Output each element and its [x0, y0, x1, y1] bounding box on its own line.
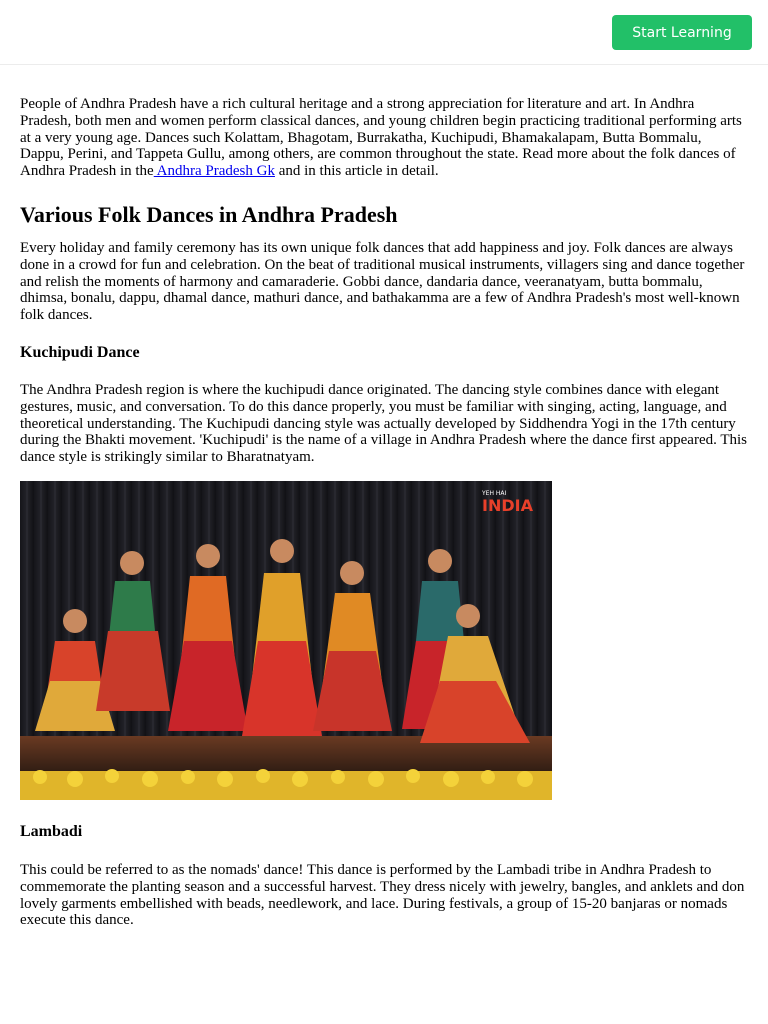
photo-logo-small: YEH HAI [482, 490, 507, 497]
kuchipudi-dancers-photo [20, 481, 552, 800]
photo-logo: INDIA [482, 496, 533, 515]
start-learning-button[interactable]: Start Learning [612, 15, 752, 50]
intro-text: People of Andhra Pradesh have a rich cultural heritage and a strong appreciation for literature and art. In Andhra Pradesh, both men and women perform classical dances, and young children begin practicing traditional performing arts at a very young age. Dances such Kolattam, Bhagotam, Burrakatha, Kuchipudi, Bhamakalapam, Butta Bommalu, Dappu, Perini, and Tappeta Gullu, among others, are common throughout the state. Read more about the folk dances of Andhra Pradesh in the [20, 96, 742, 180]
section-heading: Various Folk Dances in Andhra Pradesh [20, 202, 398, 227]
top-bar [0, 0, 768, 65]
section-paragraph: Every holiday and family ceremony has its own unique folk dances that add happiness and joy. Folk dances are always done in a crowd for fun and celebration. On the beat of traditional musical instruments, villagers sing and dance together and relish the moments of harmony and camaraderie. Gobbi dance, dandaria dance, veeranatyam, butta bommalu, dhimsa, bonalu, dappu, dhamal dance, mathuri dance, and bathakamma are a few of Andhra Pradesh's most well-known folk dances. [20, 240, 745, 324]
lambadi-paragraph: This could be referred to as the nomads' dance! This dance is performed by the Lambadi tribe in Andhra Pradesh to commemorate the planting season and a successful harvest. They dress nicely with jewelry, bangles, and anklets and don lovely garments embellished with beads, needlework, and lace. During festivals, a group of 15-20 banjaras or nomads execute this dance. [20, 862, 745, 929]
kuchipudi-paragraph: The Andhra Pradesh region is where the kuchipudi dance originated. The dancing style combines dance with elegant gestures, music, and conversation. To do this dance properly, you must be familiar with singing, acting, language, and theoretical understanding. The Kuchipudi dancing style was actually developed by Siddhendra Yogi in the 17th century during the Bhakti movement. 'Kuchipudi' is the name of a village in Andhra Pradesh where the dance first appeared. This dance style is strikingly similar to Bharatnatyam. [20, 382, 748, 466]
intro-paragraph [20, 96, 748, 180]
andhra-pradesh-gk-link[interactable]: Andhra Pradesh Gk [153, 163, 275, 180]
kuchipudi-heading: Kuchipudi Dance [20, 344, 140, 361]
intro-text-end: and in this article in detail. [274, 163, 439, 180]
lambadi-heading: Lambadi [20, 823, 83, 840]
